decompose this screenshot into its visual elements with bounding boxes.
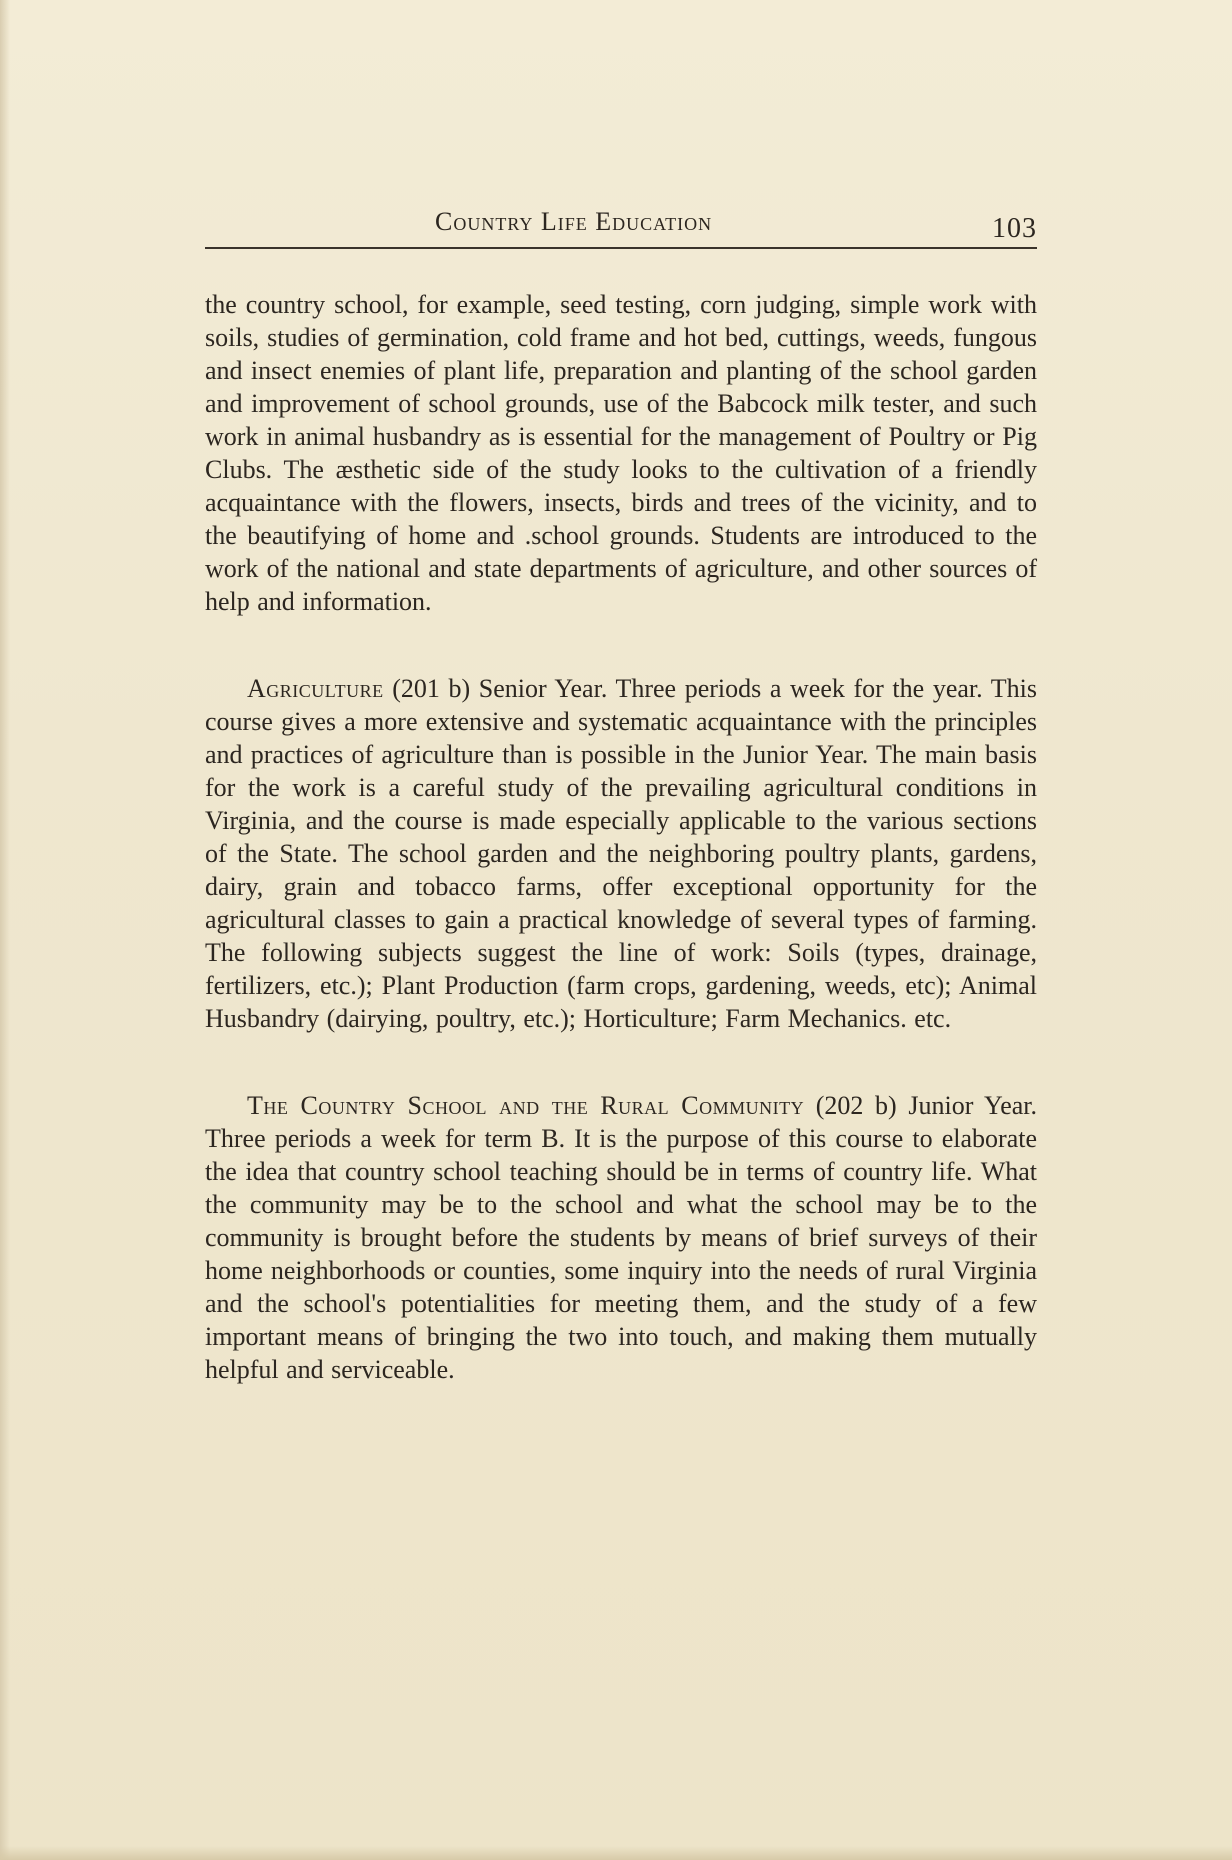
paragraph-continuation — [205, 288, 1037, 618]
course-title-country-school: The Country School and the Rural Community — [247, 1091, 805, 1120]
paragraph-text: (202 b) Junior Year. Three periods a week for term B. It is the purpose of this course to elaborate the idea that country school teaching should be in terms of country life. What the community may be to the school and what the school may be to the community is brought before the students by means of brief surveys of their home neighborhoods or counties, some inquiry into the needs of rural Virginia and the school's potentialities for meeting them, and the study of a few important means of bringing the two into touch, and making them mutually helpful and serviceable. — [205, 1091, 1037, 1384]
running-title: Country Life Education — [435, 207, 713, 236]
page-bottom-edge-shadow — [0, 1846, 1232, 1860]
paragraph-country-school — [205, 1089, 1037, 1386]
paragraph-text: (201 b) Senior Year. Three periods a week for the year. This course gives a more extensive and systematic acquaintance with the principles and practices of agriculture than is possible in the Junior Year. The main basis for the work is a careful study of the prevailing agricultural conditions in Virginia, and the course is made especially applicable to the various sections of the State. The school garden and the neighboring poultry plants, gardens, dairy, grain and tobacco farms, offer exceptional opportunity for the agricultural classes to gain a practical knowledge of several types of farming. The following subjects suggest the line of work: Soils (types, drainage, fertilizers, etc.); Plant Production (farm crops, gardening, weeds, etc); Animal Husbandry (dairying, poultry, etc.); Horticulture; Farm Mechanics. etc. — [205, 674, 1037, 1033]
course-title-agriculture: Agriculture — [247, 674, 384, 703]
paragraph-text: the country school, for example, seed testing, corn judging, simple work with soils, studies of germination, cold frame and hot bed, cuttings, weeds, fungous and insect enemies of plant life, preparation and planting of the school garden and improvement of school grounds, use of the Babcock milk tester, and such work in animal husbandry as is essential for the management of Poultry or Pig Clubs. The æsthetic side of the study looks to the cultivation of a friendly acquaintance with the flowers, insects, birds and trees of the vicinity, and to the beautifying of home and .school grounds. Students are introduced to the work of the national and state departments of agriculture, and other sources of help and information. — [205, 290, 1037, 616]
paragraph-agriculture — [205, 672, 1037, 1035]
running-header — [205, 207, 1037, 249]
page-body — [205, 288, 1037, 1386]
page-number: 103 — [992, 213, 1037, 244]
page-left-edge-shadow — [0, 0, 10, 1860]
